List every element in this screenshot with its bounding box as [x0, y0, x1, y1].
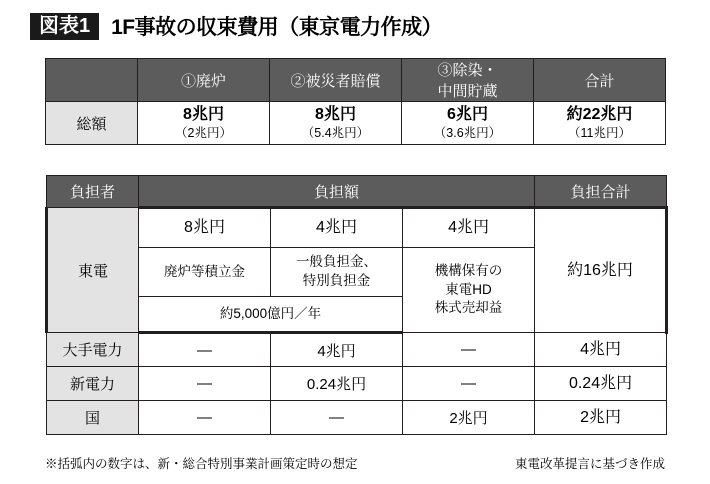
table-row [46, 59, 666, 102]
table1-header-decontamination-line2: 中間貯蔵 [437, 83, 498, 100]
table2-new-power-value-1: — [139, 367, 271, 401]
table1-cell-decommissioning [138, 102, 270, 145]
table2-header-burden-total: 負担合計 [535, 176, 667, 208]
table2-row-label-major-power: 大手電力 [47, 333, 139, 367]
table2-touden-note-decontamination-line3: 株式売却益 [434, 300, 503, 316]
footnotes [45, 454, 665, 472]
table2-touden-span-note: 約5,000億円／年 [139, 297, 403, 333]
burden-table [45, 175, 667, 435]
figure-title-row [0, 0, 710, 40]
table2-country-total: 2兆円 [535, 401, 667, 435]
table2-touden-amount-compensation: 4兆円 [271, 208, 403, 248]
total-cost-table [45, 58, 666, 145]
table1-value-total: 約22兆円 [566, 105, 633, 123]
table2-new-power-value-2: 0.24兆円 [271, 367, 403, 401]
table1-header-decontamination [402, 59, 534, 102]
table-row [47, 333, 667, 367]
table1-value-decommissioning: 8兆円 [183, 105, 224, 123]
table1-header-decommissioning: ①廃炉 [138, 59, 270, 102]
table1-subvalue-total: （11兆円） [568, 125, 631, 140]
figure-number-badge: 図表1 [30, 13, 99, 40]
table2-new-power-value-3: — [403, 367, 535, 401]
footnote-right: 東電改革提言に基づき作成 [514, 457, 665, 471]
table2-major-power-total: 4兆円 [535, 333, 667, 367]
table1-header-compensation: ②被災者賠償 [270, 59, 402, 102]
table-row [47, 401, 667, 435]
table1-cell-decontamination [402, 102, 534, 145]
table2-header-burden-amount: 負担額 [139, 176, 535, 208]
table1-header-decontamination-line1: ③除染・ [437, 62, 498, 79]
table2-touden-note-compensation-line2: 特別負担金 [302, 273, 371, 288]
table2-touden-amount-decontamination: 4兆円 [403, 208, 535, 248]
table1-subvalue-decontamination: （3.6兆円） [433, 125, 502, 140]
table-row [46, 102, 666, 145]
table2-touden-note-decommissioning: 廃炉等積立金 [139, 248, 271, 297]
table2-touden-amount-decommissioning: 8兆円 [139, 208, 271, 248]
table1-subvalue-compensation: （5.4兆円） [301, 125, 370, 140]
footnote-left: ※括弧内の数字は、新・総合特別事業計画策定時の想定 [45, 457, 358, 471]
table1-row-label-total: 総額 [46, 102, 138, 145]
table2-touden-note-decontamination-line2: 東電HD [445, 281, 492, 297]
table2-touden-note-compensation-line1: 一般負担金、 [296, 254, 377, 270]
table1-cell-compensation [270, 102, 402, 145]
table2-touden-note-compensation [271, 248, 403, 297]
table1-header-total: 合計 [534, 59, 666, 102]
table-row [47, 367, 667, 401]
table2-new-power-total: 0.24兆円 [535, 367, 667, 401]
table2-major-power-value-2: 4兆円 [271, 333, 403, 367]
burden-table-wrapper [45, 175, 667, 435]
table2-country-value-3: 2兆円 [403, 401, 535, 435]
table1-cell-total [534, 102, 666, 145]
table1-value-decontamination: 6兆円 [447, 105, 488, 123]
total-cost-table-wrapper [45, 58, 666, 145]
table2-touden-note-decontamination [403, 248, 535, 333]
table2-country-value-1: — [139, 401, 271, 435]
page-title: 1F事故の収束費用（東京電力作成） [111, 16, 443, 39]
table-row [47, 176, 667, 208]
table2-touden-note-decontamination-line1: 機構保有の [434, 262, 503, 278]
table1-subvalue-decommissioning: （2兆円） [175, 125, 232, 140]
table1-header-blank [46, 59, 138, 102]
table-row [47, 208, 667, 248]
table2-major-power-value-3: — [403, 333, 535, 367]
table1-value-compensation: 8兆円 [315, 105, 356, 123]
table2-touden-total: 約16兆円 [535, 208, 667, 333]
table2-header-payer: 負担者 [47, 176, 139, 208]
table2-row-label-new-power: 新電力 [47, 367, 139, 401]
table2-row-label-touden: 東電 [47, 208, 139, 333]
table2-country-value-2: — [271, 401, 403, 435]
table2-row-label-country: 国 [47, 401, 139, 435]
table2-major-power-value-1: — [139, 333, 271, 367]
